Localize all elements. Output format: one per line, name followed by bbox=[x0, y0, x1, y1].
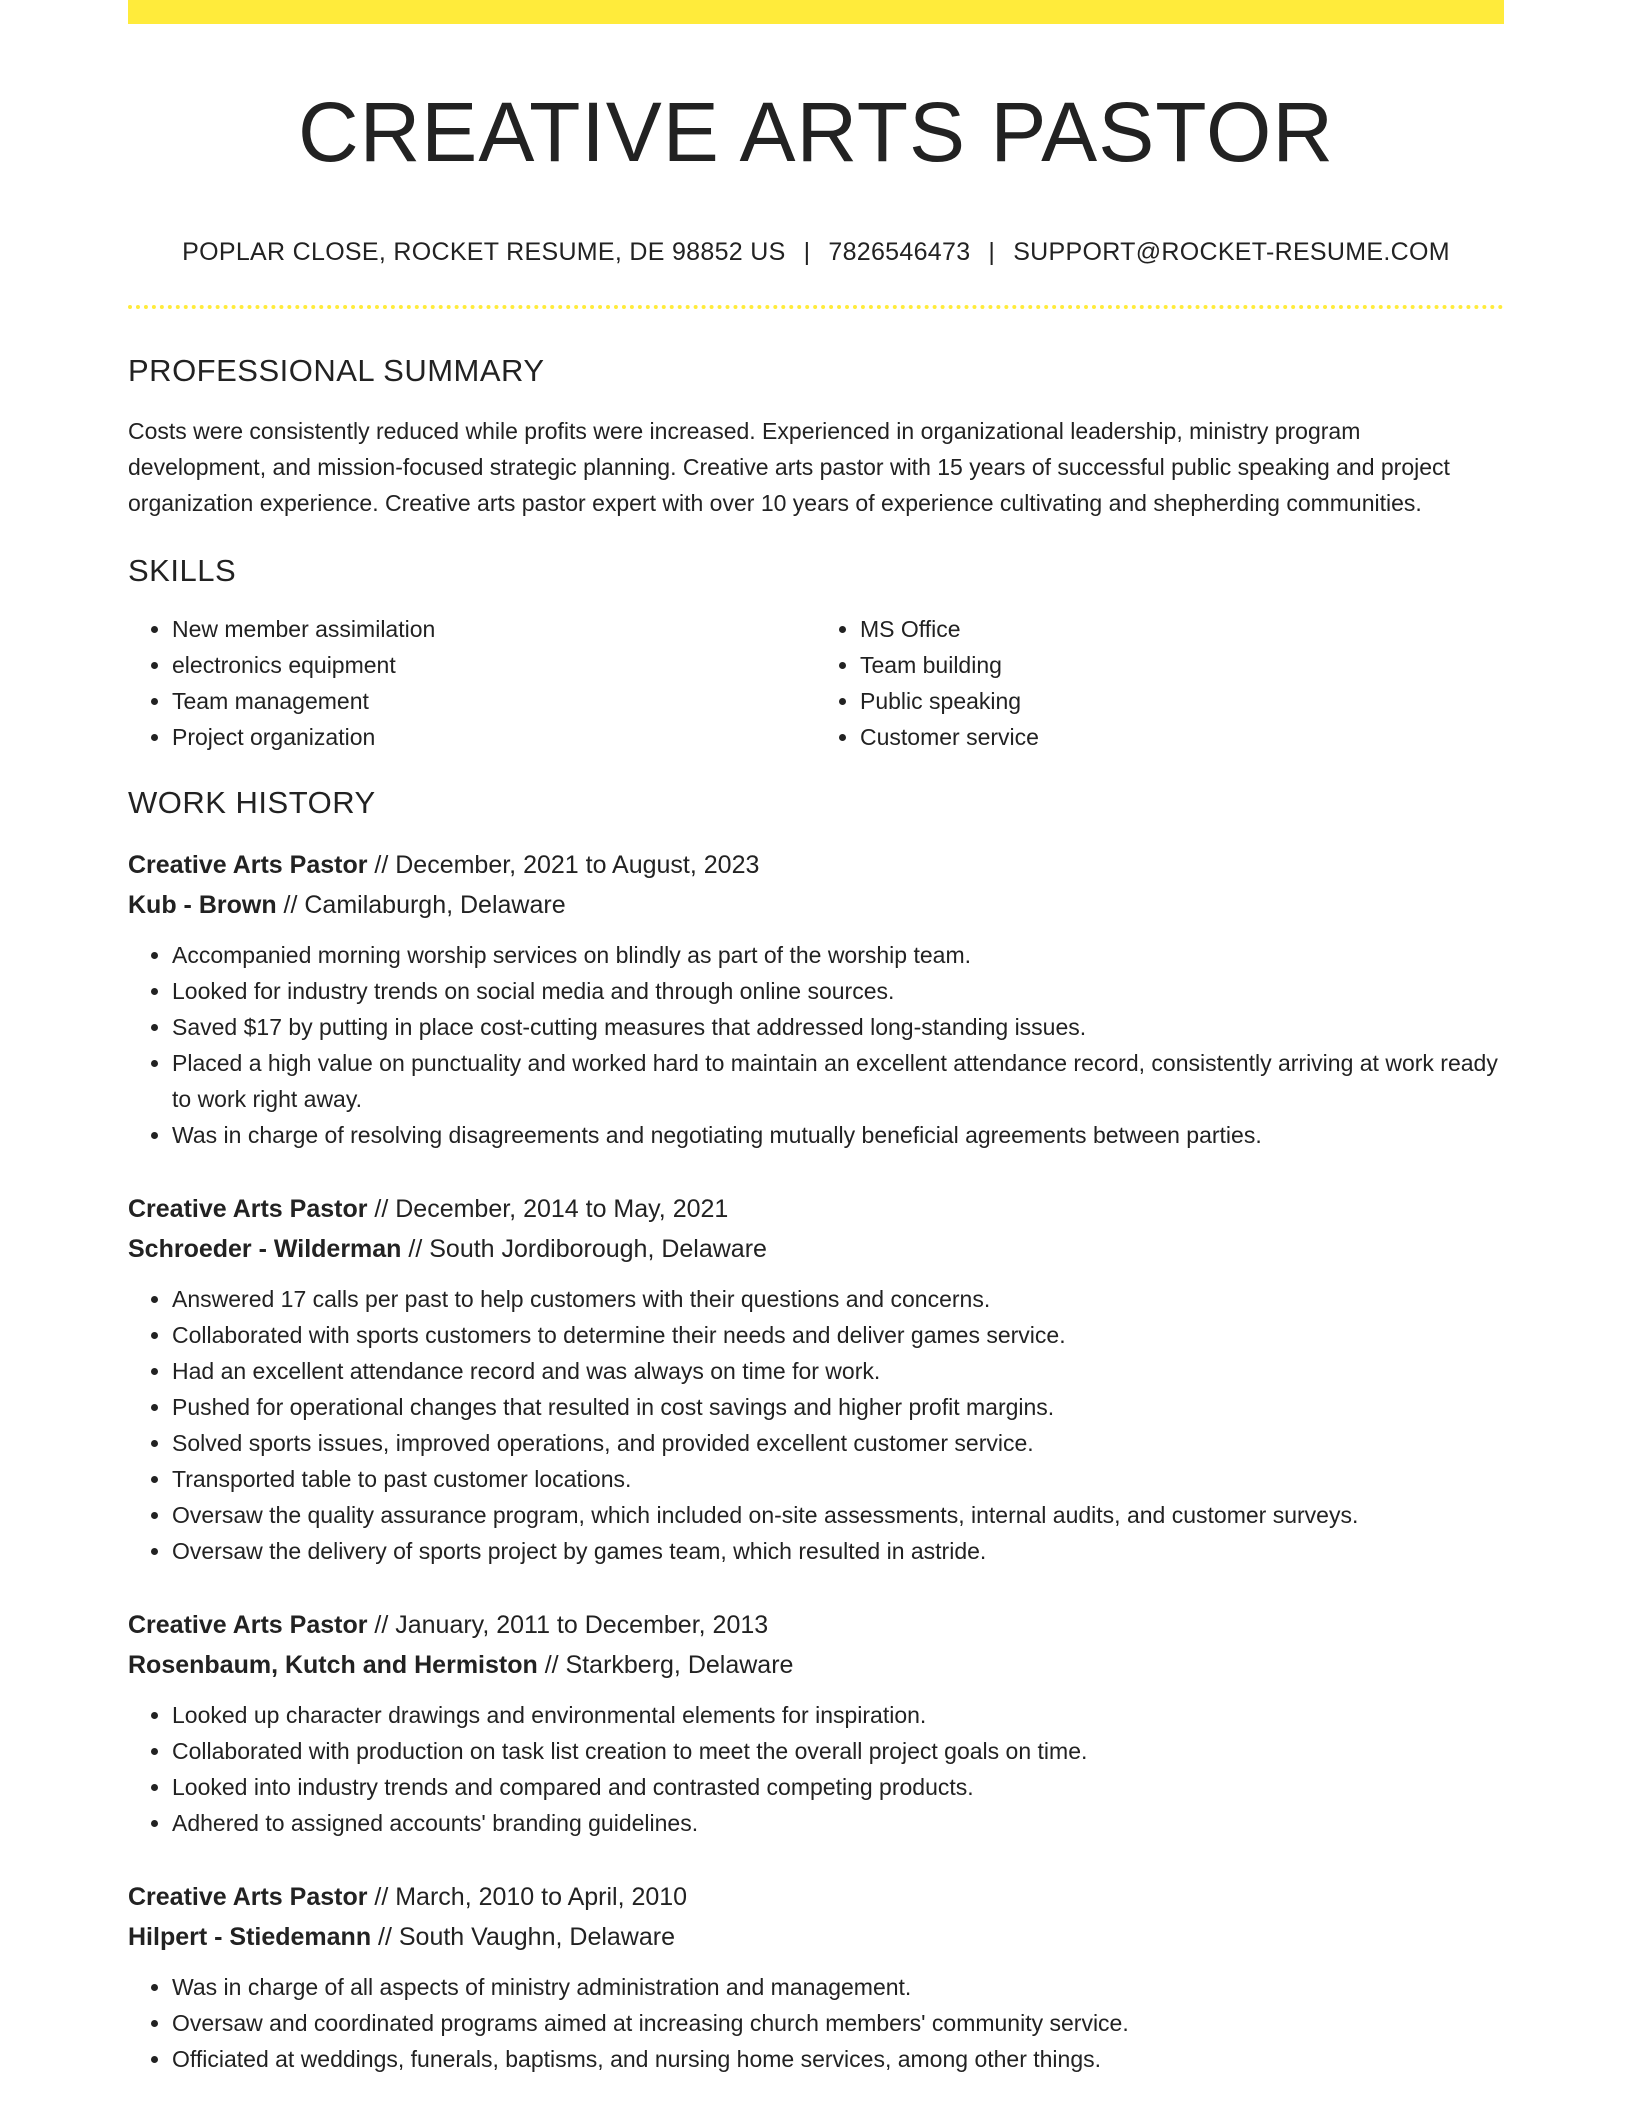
job-company-line bbox=[128, 1645, 1504, 1685]
contact-separator: | bbox=[803, 237, 811, 266]
job-bullet: • Collaborated with sports customers to determine their needs and deliver games service. bbox=[172, 1317, 1504, 1353]
skill-item: • New member assimilation bbox=[172, 611, 816, 647]
job-entry bbox=[128, 1189, 1504, 1569]
resume-page bbox=[128, 0, 1504, 2077]
contact-separator: | bbox=[988, 237, 996, 266]
contact-phone: 7826546473 bbox=[828, 237, 971, 266]
summary-text: Costs were consistently reduced while profits were increased. Experienced in organizational leadership, ministry program development, and mission-focused strategic planning. Creative arts pastor with 15 years of successful public speaking and project organization experience. Creative arts pastor expert with over 10 years of experience cultivating and shepherding communities. bbox=[128, 417, 1450, 516]
job-role: Creative Arts Pastor bbox=[128, 1194, 368, 1223]
skill-item: • MS Office bbox=[860, 611, 1504, 647]
job-bullet: • Collaborated with production on task list creation to meet the overall project goals on time. bbox=[172, 1733, 1504, 1769]
job-bullet: • Looked for industry trends on social media and through online sources. bbox=[172, 973, 1504, 1009]
job-company: Hilpert - Stiedemann bbox=[128, 1922, 372, 1951]
job-bullet: • Officiated at weddings, funerals, baptisms, and nursing home services, among other things. bbox=[172, 2041, 1504, 2077]
job-dates: // December, 2021 to August, 2023 bbox=[367, 850, 760, 879]
skill-item: • Customer service bbox=[860, 719, 1504, 755]
job-bullets bbox=[128, 1969, 1504, 2077]
job-bullet: • Oversaw the quality assurance program, which included on-site assessments, internal audits, and customer surveys. bbox=[172, 1497, 1504, 1533]
skill-item: • Team building bbox=[860, 647, 1504, 683]
job-bullets bbox=[128, 937, 1504, 1153]
accent-bar bbox=[128, 0, 1504, 24]
skill-item: • Project organization bbox=[172, 719, 816, 755]
summary-heading: PROFESSIONAL SUMMARY bbox=[128, 352, 545, 388]
skills-column-right bbox=[816, 611, 1504, 755]
job-bullets bbox=[128, 1697, 1504, 1841]
job-title-line bbox=[128, 1605, 1504, 1645]
skill-item: • electronics equipment bbox=[172, 647, 816, 683]
skills-list bbox=[128, 611, 1504, 755]
job-company: Kub - Brown bbox=[128, 890, 277, 919]
skills-heading: SKILLS bbox=[128, 552, 237, 588]
job-bullet: • Had an excellent attendance record and was always on time for work. bbox=[172, 1353, 1504, 1389]
resume-name: CREATIVE ARTS PASTOR bbox=[297, 85, 1335, 179]
job-company-line bbox=[128, 1917, 1504, 1957]
job-bullet: • Looked into industry trends and compared and contrasted competing products. bbox=[172, 1769, 1504, 1805]
job-bullet: • Oversaw and coordinated programs aimed at increasing church members' community service. bbox=[172, 2005, 1504, 2041]
job-company: Schroeder - Wilderman bbox=[128, 1234, 402, 1263]
job-entry bbox=[128, 1605, 1504, 1841]
job-bullet: • Adhered to assigned accounts' branding guidelines. bbox=[172, 1805, 1504, 1841]
job-title-line bbox=[128, 1877, 1504, 1917]
job-location: // Starkberg, Delaware bbox=[537, 1650, 794, 1679]
job-bullet: • Solved sports issues, improved operations, and provided excellent customer service. bbox=[172, 1425, 1504, 1461]
job-bullet: • Placed a high value on punctuality and worked hard to maintain an excellent attendance record, consistently arriving at work ready to work right away. bbox=[172, 1045, 1504, 1117]
job-location: // South Vaughn, Delaware bbox=[371, 1922, 675, 1951]
job-location: // South Jordiborough, Delaware bbox=[401, 1234, 767, 1263]
job-bullet: • Looked up character drawings and environmental elements for inspiration. bbox=[172, 1697, 1504, 1733]
job-dates: // March, 2010 to April, 2010 bbox=[367, 1882, 688, 1911]
job-bullet: • Oversaw the delivery of sports project by games team, which resulted in astride. bbox=[172, 1533, 1504, 1569]
skill-item: • Team management bbox=[172, 683, 816, 719]
job-bullet: • Answered 17 calls per past to help customers with their questions and concerns. bbox=[172, 1281, 1504, 1317]
job-company: Rosenbaum, Kutch and Hermiston bbox=[128, 1650, 538, 1679]
job-entry bbox=[128, 1877, 1504, 2077]
job-bullet: • Saved $17 by putting in place cost-cutting measures that addressed long-standing issues. bbox=[172, 1009, 1504, 1045]
job-company-line bbox=[128, 885, 1504, 925]
job-role: Creative Arts Pastor bbox=[128, 1610, 368, 1639]
job-bullet: • Accompanied morning worship services on blindly as part of the worship team. bbox=[172, 937, 1504, 973]
contact-email: SUPPORT@ROCKET-RESUME.COM bbox=[1013, 237, 1450, 266]
job-company-line bbox=[128, 1229, 1504, 1269]
skills-column-left bbox=[128, 611, 816, 755]
contact-line bbox=[128, 237, 1504, 267]
job-dates: // January, 2011 to December, 2013 bbox=[367, 1610, 769, 1639]
job-location: // Camilaburgh, Delaware bbox=[276, 890, 566, 919]
job-title-line bbox=[128, 845, 1504, 885]
work-history-heading: WORK HISTORY bbox=[128, 784, 376, 820]
job-bullet: • Pushed for operational changes that resulted in cost savings and higher profit margins. bbox=[172, 1389, 1504, 1425]
job-role: Creative Arts Pastor bbox=[128, 850, 368, 879]
dotted-divider bbox=[128, 305, 1504, 309]
job-bullets bbox=[128, 1281, 1504, 1569]
job-dates: // December, 2014 to May, 2021 bbox=[367, 1194, 729, 1223]
job-bullet: • Transported table to past customer locations. bbox=[172, 1461, 1504, 1497]
job-title-line bbox=[128, 1189, 1504, 1229]
job-bullet: • Was in charge of all aspects of ministry administration and management. bbox=[172, 1969, 1504, 2005]
skill-item: • Public speaking bbox=[860, 683, 1504, 719]
job-bullet: • Was in charge of resolving disagreements and negotiating mutually beneficial agreements between parties. bbox=[172, 1117, 1504, 1153]
contact-address: POPLAR CLOSE, ROCKET RESUME, DE 98852 US bbox=[182, 237, 786, 266]
job-entry bbox=[128, 845, 1504, 1153]
job-role: Creative Arts Pastor bbox=[128, 1882, 368, 1911]
